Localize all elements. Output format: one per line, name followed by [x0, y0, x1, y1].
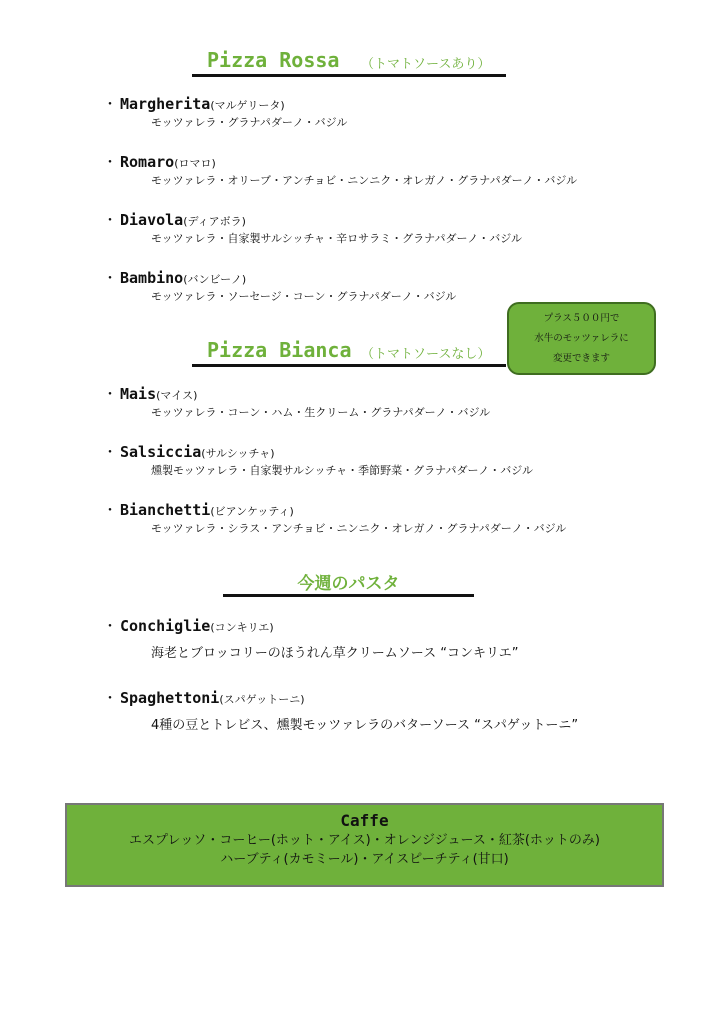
note-line: 水牛のモッツァレラに — [534, 332, 629, 344]
note-line: 変更できます — [552, 352, 610, 364]
buffalo-mozzarella-note — [507, 302, 656, 375]
item-description: 海老とブロッコリーのほうれん草クリームソース “コンキリエ” — [151, 646, 519, 661]
weekly-pasta-heading — [223, 568, 474, 597]
item-reading: (コンキリエ) — [210, 621, 274, 634]
item-name: Margherita — [120, 95, 211, 113]
pizza-rossa-heading — [192, 48, 506, 77]
bullet: ・ — [103, 387, 117, 403]
item-name: Mais — [120, 385, 157, 403]
bullet: ・ — [103, 155, 117, 171]
bullet: ・ — [103, 503, 117, 519]
item-name: Romaro — [120, 153, 175, 171]
menu-item-diavola — [103, 210, 246, 230]
note-line: プラス５００円で — [543, 312, 620, 324]
pizza-rossa-subtitle: （トマトソースあり） — [361, 57, 491, 72]
caffe-title: Caffe — [340, 811, 389, 830]
item-reading: (マイス) — [156, 389, 198, 402]
menu-item-romaro — [103, 152, 216, 172]
menu-item-conchiglie — [103, 616, 274, 636]
item-description: 燻製モッツァレラ・自家製サルシッチャ・季節野菜・グラナパダーノ・バジル — [151, 464, 534, 477]
item-name: Bianchetti — [120, 501, 211, 519]
pizza-rossa-title: Pizza Rossa — [207, 48, 340, 72]
bullet: ・ — [103, 691, 117, 707]
caffe-drinks-line: ハーブティ(カモミール)・アイスピーチティ(甘口) — [220, 852, 509, 867]
item-description: モッツァレラ・シラス・アンチョビ・ニンニク・オレガノ・グラナパダーノ・バジル — [151, 522, 567, 535]
bullet: ・ — [103, 97, 117, 113]
menu-item-bambino — [103, 268, 246, 288]
item-name: Spaghettoni — [120, 689, 220, 707]
bullet: ・ — [103, 445, 117, 461]
pizza-bianca-heading — [192, 338, 506, 367]
caffe-drinks-line: エスプレッソ・コーヒー(ホット・アイス)・オレンジジュース・紅茶(ホットのみ) — [129, 833, 600, 848]
item-reading: (マルゲリータ) — [210, 99, 285, 112]
item-reading: (スパゲットーニ) — [219, 693, 305, 706]
item-reading: (サルシッチャ) — [201, 447, 275, 460]
pizza-bianca-subtitle: （トマトソースなし） — [361, 347, 491, 362]
menu-item-salsiccia — [103, 442, 275, 462]
item-name: Diavola — [120, 211, 184, 229]
pizza-bianca-title: Pizza Bianca — [207, 338, 352, 362]
menu-item-bianchetti — [103, 500, 294, 520]
item-reading: (ディアボラ) — [183, 215, 246, 228]
item-description: モッツァレラ・自家製サルシッチャ・辛ロサラミ・グラナパダーノ・バジル — [151, 232, 523, 245]
item-description: 4種の豆とトレビス、燻製モッツァレラのバターソース “スパゲットーニ” — [151, 718, 579, 733]
item-name: Bambino — [120, 269, 184, 287]
weekly-pasta-title: 今週のパスタ — [297, 574, 400, 594]
caffe-box — [65, 803, 664, 887]
menu-item-spaghettoni — [103, 688, 305, 708]
bullet: ・ — [103, 213, 117, 229]
item-description: モッツァレラ・オリーブ・アンチョビ・ニンニク・オレガノ・グラナパダーノ・バジル — [151, 174, 578, 187]
bullet: ・ — [103, 271, 117, 287]
item-reading: (ビアンケッティ) — [210, 505, 294, 518]
bullet: ・ — [103, 619, 117, 635]
item-name: Conchiglie — [120, 617, 211, 635]
item-name: Salsiccia — [120, 443, 202, 461]
item-description: モッツァレラ・コーン・ハム・生クリーム・グラナパダーノ・バジル — [151, 406, 491, 419]
item-description: モッツァレラ・グラナパダーノ・バジル — [151, 116, 348, 129]
menu-item-mais — [103, 384, 197, 404]
item-description: モッツァレラ・ソーセージ・コーン・グラナパダーノ・バジル — [151, 290, 457, 303]
menu-item-margherita — [103, 94, 285, 114]
item-reading: (ロマロ) — [174, 157, 216, 170]
item-reading: (バンビーノ) — [183, 273, 247, 286]
